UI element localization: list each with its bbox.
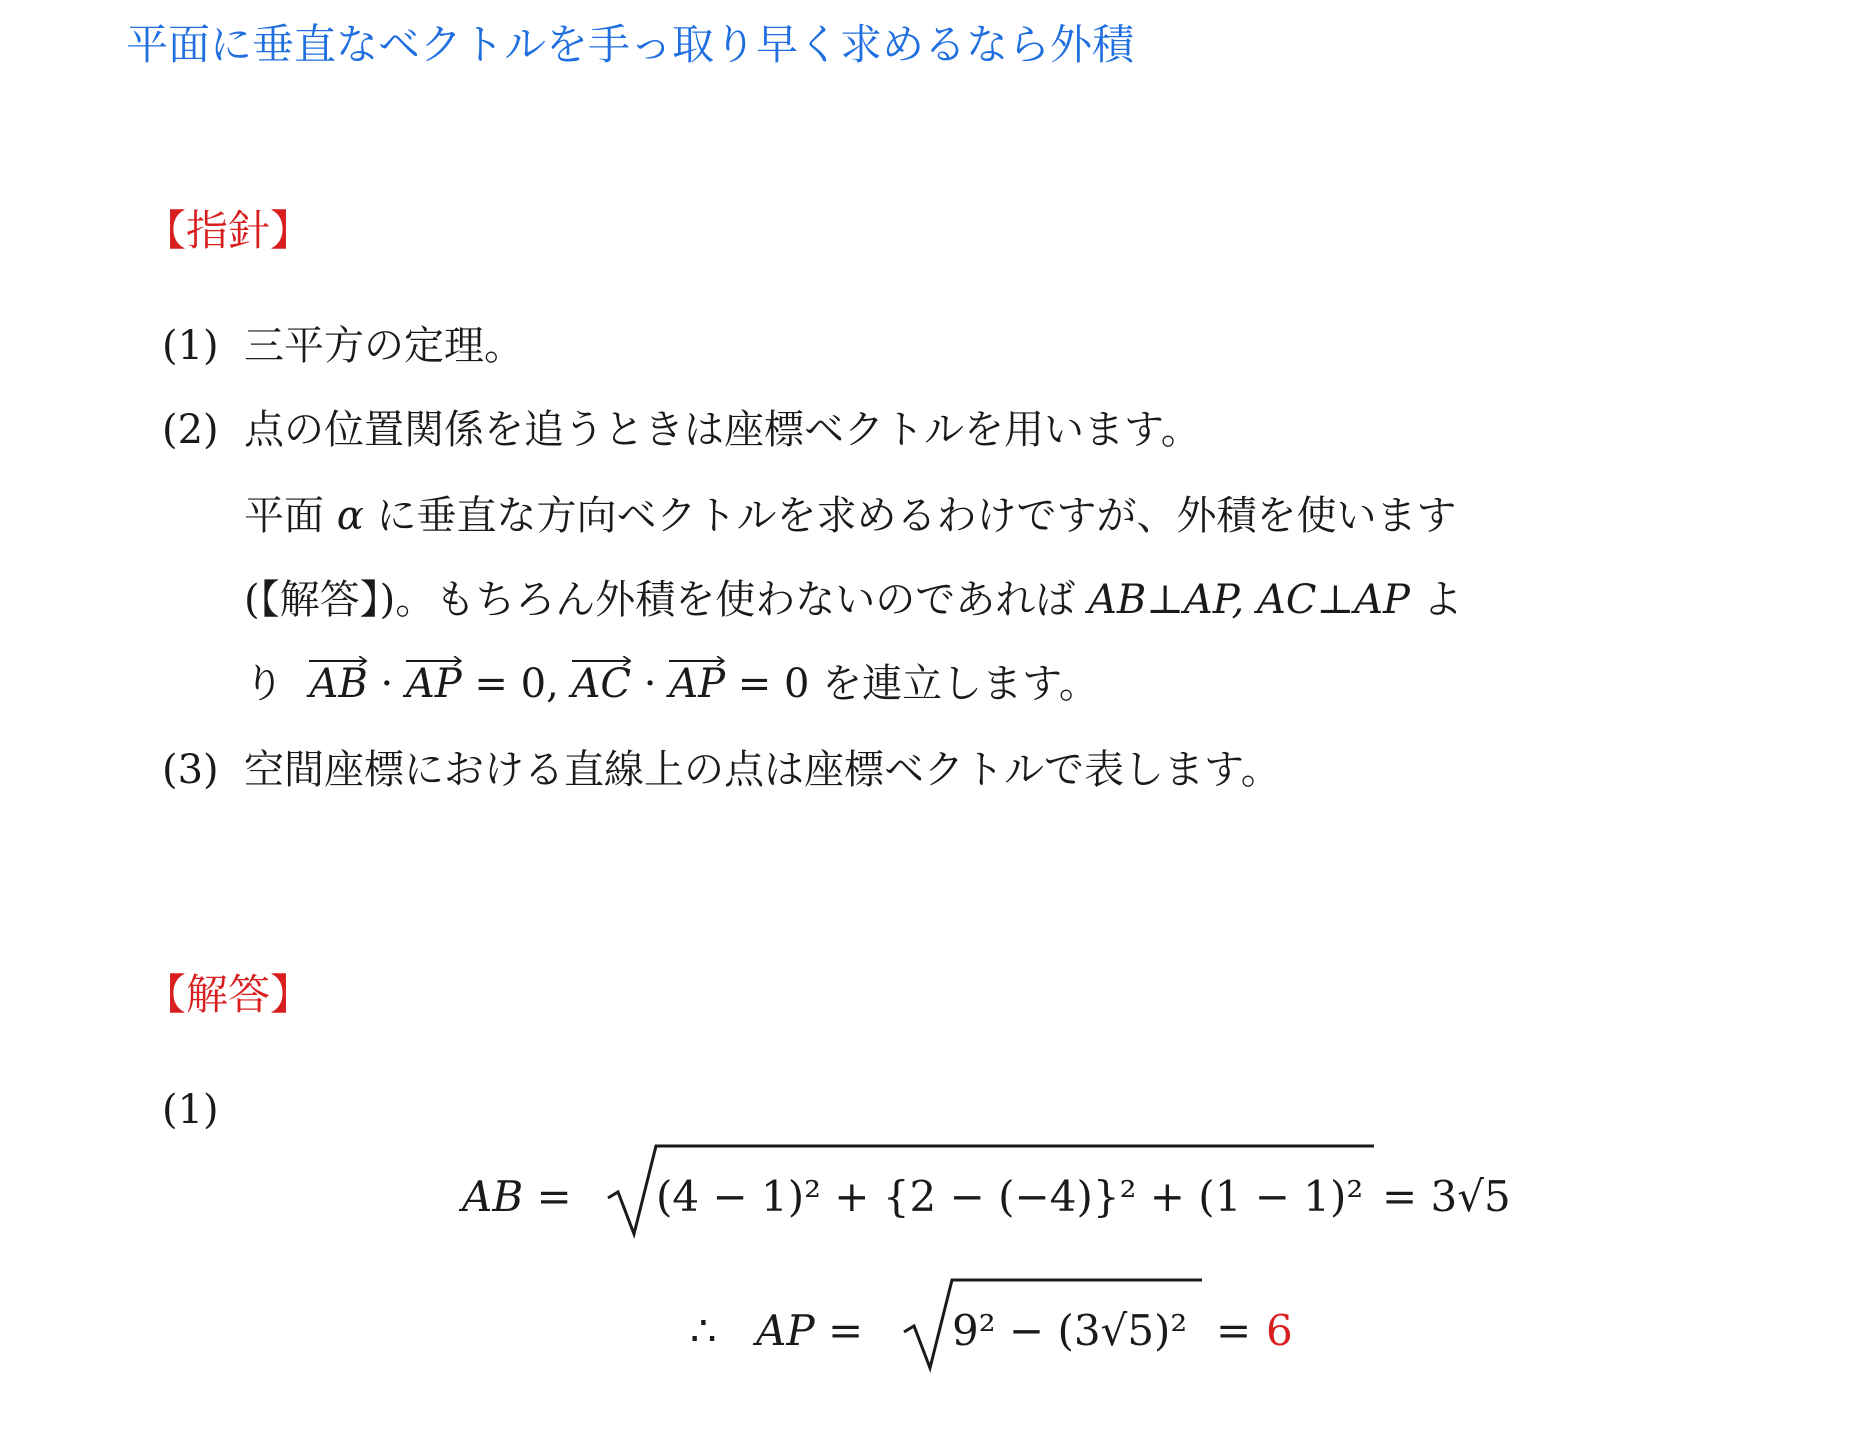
vector-arrow-icon — [309, 656, 367, 666]
vector-AC: AC — [572, 664, 632, 704]
hint-item-2-number: (2) — [162, 407, 219, 453]
comma: , — [546, 661, 559, 707]
hint-item-2-line-3-tail: よ — [1422, 577, 1463, 623]
vector-arrow-icon — [669, 656, 725, 666]
vector-arrow-icon — [572, 656, 632, 666]
vector-AP: AP — [406, 664, 462, 704]
hint-item-3-text: 空間座標における直線上の点は座標ベクトルで表します。 — [244, 747, 1281, 793]
hint-item-2-line-2 — [244, 493, 1744, 539]
plane-label: 平面 — [244, 493, 324, 539]
equals-zero: = 0 — [737, 661, 810, 707]
dot-operator: · — [380, 661, 394, 707]
hint-item-1-number: (1) — [162, 323, 219, 369]
vector-AB: AB — [309, 664, 367, 704]
hint-item-2-line-2-rest: に垂直な方向ベクトルを求めるわけですが、外積を使います — [376, 493, 1457, 539]
hint-item-1-text: 三平方の定理。 — [244, 323, 524, 369]
final-answer: 6 — [1266, 1306, 1293, 1355]
equation-AP-lhs: AP = — [756, 1306, 864, 1355]
perpendicular-condition: AB⊥AP, AC⊥AP — [1087, 577, 1410, 623]
vector-AP: AP — [669, 664, 725, 704]
hint-item-2-line-4 — [244, 661, 1099, 707]
hint-item-2-line-3 — [244, 577, 1463, 623]
alpha-symbol: α — [336, 493, 364, 539]
therefore-symbol: ∴ — [690, 1306, 717, 1355]
equals-zero: = 0 — [474, 661, 547, 707]
equation-AB — [462, 1172, 572, 1221]
article-title-link[interactable]: 平面に垂直なベクトルを手っ取り早く求めるなら外積 — [126, 20, 1135, 69]
hint-item-3-number: (3) — [162, 747, 219, 793]
dot-operator: · — [643, 661, 657, 707]
equation-AP-equals: = — [1216, 1306, 1252, 1355]
hint-item-2-line-1: 点の位置関係を追うときは座標ベクトルを用います。 — [244, 407, 1201, 453]
hint-item-2-line-3-text: (【解答】)。もちろん外積を使わないのであれば — [244, 577, 1076, 623]
answer-heading: 【解答】 — [144, 970, 313, 1019]
equation-AP-radicand: 9² − (3√5)² — [952, 1306, 1188, 1355]
hint-item-2-line-4-tail: を連立します。 — [822, 661, 1099, 707]
vector-arrow-icon — [406, 656, 462, 666]
equation-AB-radicand: (4 − 1)² + {2 − (−4)}² + (1 − 1)² — [656, 1172, 1364, 1221]
hint-heading: 【指針】 — [144, 206, 313, 255]
equation-AB-rhs: = 3√5 — [1382, 1172, 1511, 1221]
hint-item-2-line-4-lead: り — [244, 661, 284, 707]
equation-AB-lhs: AB = — [462, 1172, 572, 1221]
answer-item-1-number: (1) — [162, 1087, 219, 1133]
